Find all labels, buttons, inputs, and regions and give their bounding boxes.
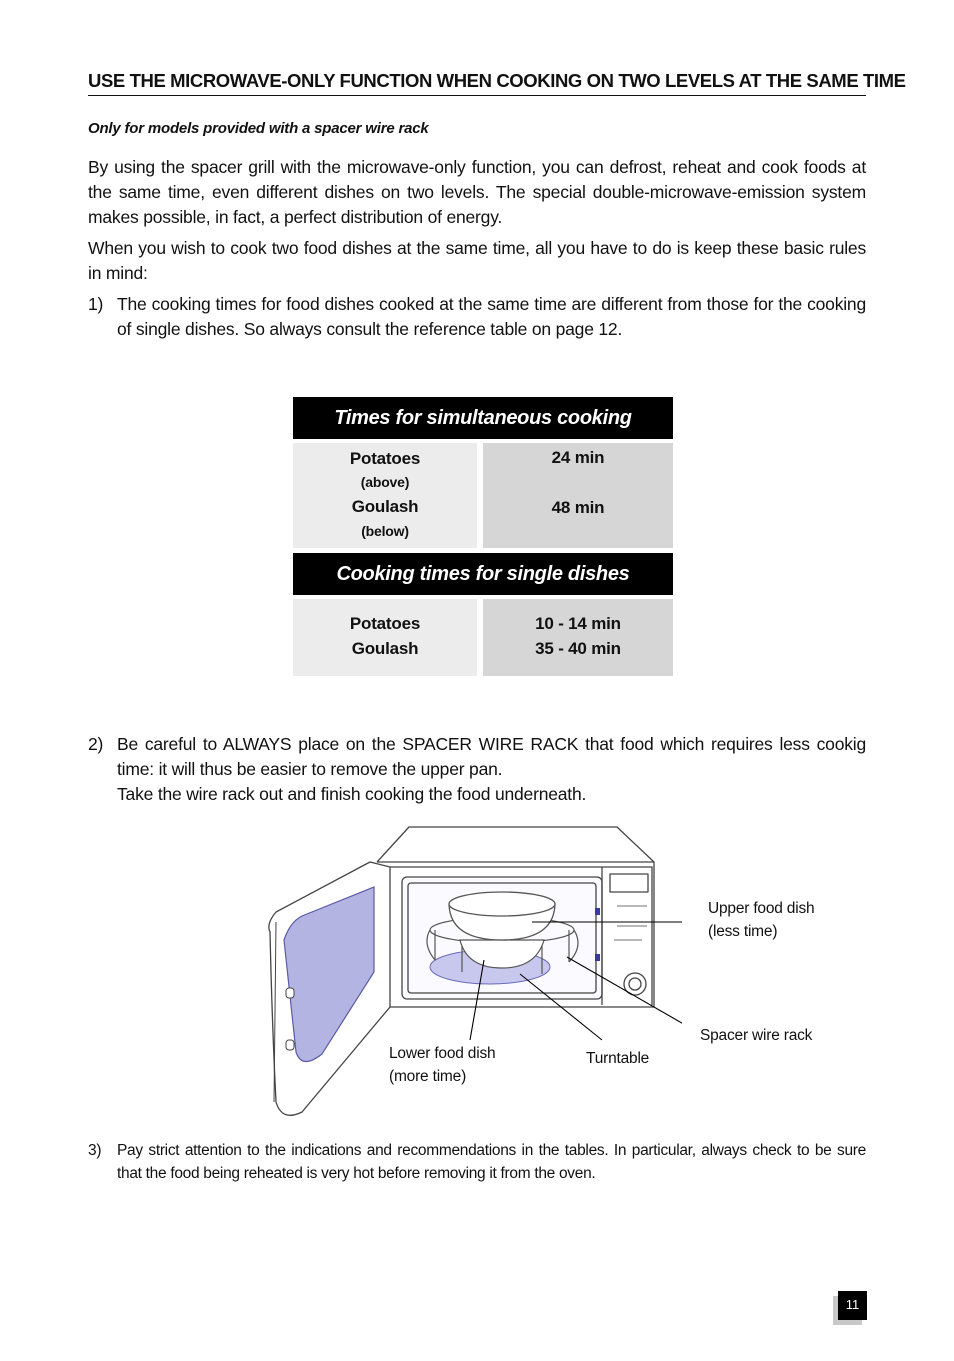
cooking-time: 24 min: [551, 448, 605, 467]
rule-number: 2): [88, 734, 104, 754]
table-header-single: Cooking times for single dishes: [293, 553, 673, 595]
cooking-time: 35 - 40 min: [535, 639, 621, 658]
label-line: (more time): [389, 1068, 467, 1085]
page-heading: USE THE MICROWAVE-ONLY FUNCTION WHEN COOKING ON TWO LEVELS AT THE SAME TIME: [88, 70, 866, 96]
simultaneous-food-cell: [293, 443, 477, 548]
rule-line: Be careful to ALWAYS place on the SPACER WIRE RACK that food which requires less cookig time: it will thus be easier to remove the upper pan.: [117, 734, 866, 779]
label-spacer-rack: Spacer wire rack: [700, 1027, 813, 1044]
rule-number: 3): [88, 1142, 102, 1159]
food-position: (above): [360, 474, 410, 490]
rule-text: Pay strict attention to the indications and recommendations in the tables. In particular, always check to be sure that the food being reheated is very hot before removing it from the oven.: [117, 1142, 866, 1182]
rule-line: Take the wire rack out and finish cooking the food underneath.: [117, 784, 587, 804]
subheading: Only for models provided with a spacer wire rack: [88, 120, 429, 137]
cooking-time: 10 - 14 min: [535, 614, 621, 633]
food-name: Goulash: [351, 497, 419, 516]
rule-1: [88, 292, 866, 342]
rule-text: The cooking times for food dishes cooked at the same time are different from those for the cooking of single dishes. So always consult the reference table on page 12.: [117, 294, 866, 339]
label-line: Upper food dish: [708, 900, 815, 917]
microwave-door: [269, 862, 390, 1115]
label-line: Lower food dish: [389, 1045, 496, 1062]
rule-2: [88, 732, 866, 807]
label-upper-dish: [708, 897, 814, 943]
rules-intro-paragraph: When you wish to cook two food dishes at the same time, all you have to do is keep these basic rules in mind:: [88, 238, 866, 283]
rule-number: 1): [88, 294, 104, 314]
food-name: Goulash: [351, 639, 419, 658]
single-time-cell: [483, 599, 673, 676]
label-lower-dish: [389, 1042, 495, 1088]
food-name: Potatoes: [349, 449, 421, 468]
intro-paragraph: By using the spacer grill with the microwave-only function, you can defrost, reheat and cook foods at the same time, even different dishes on two levels. The special double-microwave-emission system makes possible, in fact, a perfect distribution of energy.: [88, 157, 866, 227]
page-number: 11: [838, 1291, 867, 1320]
food-name: Potatoes: [349, 614, 421, 633]
single-food-cell: [293, 599, 477, 676]
upper-dish-shape: [449, 892, 555, 940]
food-position: (below): [361, 523, 409, 539]
simultaneous-time-cell: [483, 443, 673, 548]
rule-3: [88, 1139, 866, 1185]
label-line: (less time): [708, 923, 778, 940]
label-turntable: Turntable: [586, 1050, 650, 1067]
cooking-time: 48 min: [551, 498, 605, 517]
table-header-simultaneous: Times for simultaneous cooking: [293, 397, 673, 439]
rule-text: [117, 732, 866, 807]
